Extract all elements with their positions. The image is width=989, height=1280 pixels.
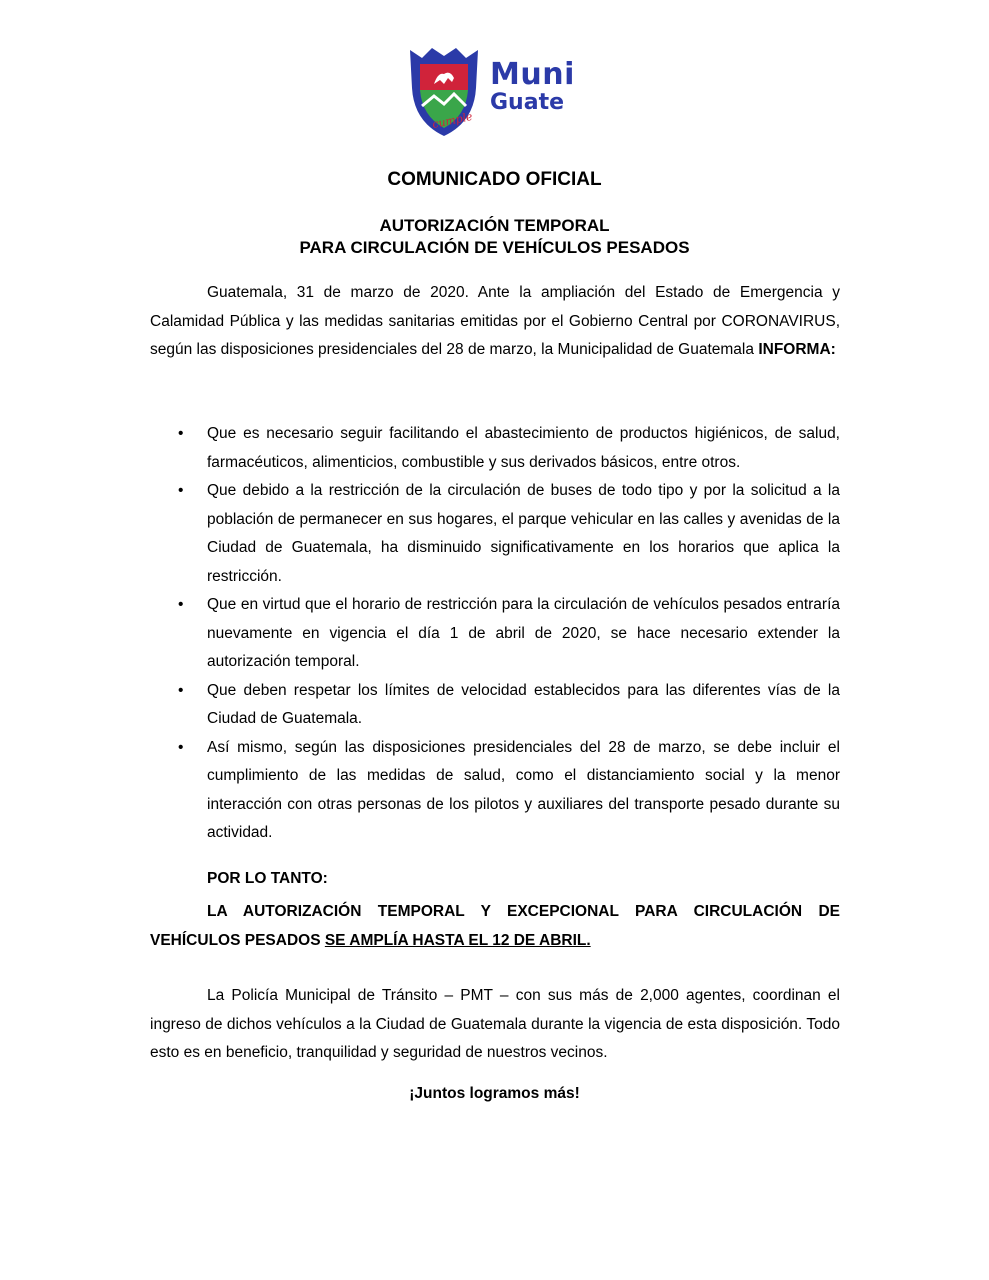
list-item <box>150 734 840 848</box>
document-subtitle-line1: AUTORIZACIÓN TEMPORAL <box>379 216 610 235</box>
bullet-icon: • <box>178 596 184 613</box>
intro-paragraph <box>150 279 840 365</box>
list-item <box>150 677 840 734</box>
list-item <box>150 420 840 477</box>
bullet-icon: • <box>178 425 184 442</box>
logo-tagline: cumple <box>431 109 474 132</box>
document-subtitle-line2: PARA CIRCULACIÓN DE VEHÍCULOS PESADOS <box>299 238 690 257</box>
list-item-text: Que es necesario seguir facilitando el abastecimiento de productos higiénicos, de salud, farmacéuticos, alimenticios, combustible y sus derivados básicos, entre otros. <box>207 425 840 471</box>
list-item-text: Que debido a la restricción de la circulación de buses de todo tipo y por la solicitud a la población de permanecer en sus hogares, el parque vehicular en las calles y avenidas de la Ciudad de Guatemala, ha disminuido significativamente en los horarios que aplica la restricción. <box>207 482 840 585</box>
considerations-list <box>150 420 840 848</box>
bullet-icon: • <box>178 482 184 499</box>
bullet-icon: • <box>178 738 184 756</box>
intro-text: Guatemala, 31 de marzo de 2020. Ante la ampliación del Estado de Emergencia y Calamidad Pública y las medidas sanitarias emitidas por el Gobierno Central por CORONAVIRUS, según las disposiciones presidenciales del 28 de marzo, la Municipalidad de Guatemala <box>150 284 840 358</box>
intro-bold-informa: INFORMA: <box>758 341 836 358</box>
list-item-text: Que en virtud que el horario de restricción para la circulación de vehículos pesados entraría nuevamente en vigencia el día 1 de abril de 2020, se hace necesario extender la autorización temporal. <box>207 596 840 670</box>
list-item-text: Que deben respetar los límites de velocidad establecidos para las diferentes vías de la Ciudad de Guatemala. <box>207 681 840 727</box>
resolution-heading: POR LO TANTO: <box>207 870 328 887</box>
resolution-extension-date: SE AMPLÍA HASTA EL 12 DE ABRIL. <box>324 931 591 949</box>
list-item <box>150 477 840 591</box>
muniguate-wordmark: Muni Guate <box>490 57 575 115</box>
pmt-paragraph: La Policía Municipal de Tránsito – PMT – con sus más de 2,000 agentes, coordinan el ingreso de dichos vehículos a la Ciudad de Guatemala durante la vigencia de esta disposición. Todo esto es en beneficio, tranquilidad y seguridad de nuestros vecinos. <box>150 987 840 1061</box>
list-item <box>150 591 840 677</box>
bullet-icon: • <box>178 681 184 699</box>
muniguate-logo <box>404 44 584 140</box>
resolution-paragraph <box>150 898 840 955</box>
document-title: COMUNICADO OFICIAL <box>387 169 602 190</box>
closing-slogan: ¡Juntos logramos más! <box>409 1085 580 1102</box>
resolution-text: LA AUTORIZACIÓN TEMPORAL Y EXCEPCIONAL PARA CIRCULACIÓN DE VEHÍCULOS PESADOS <box>150 903 840 949</box>
list-item-text: Así mismo, según las disposiciones presidenciales del 28 de marzo, se debe incluir el cumplimiento de las medidas de salud, como el distanciamiento social y la menor interacción con otras personas de los pilotos y auxiliares del transporte pesado durante su actividad. <box>207 738 840 841</box>
